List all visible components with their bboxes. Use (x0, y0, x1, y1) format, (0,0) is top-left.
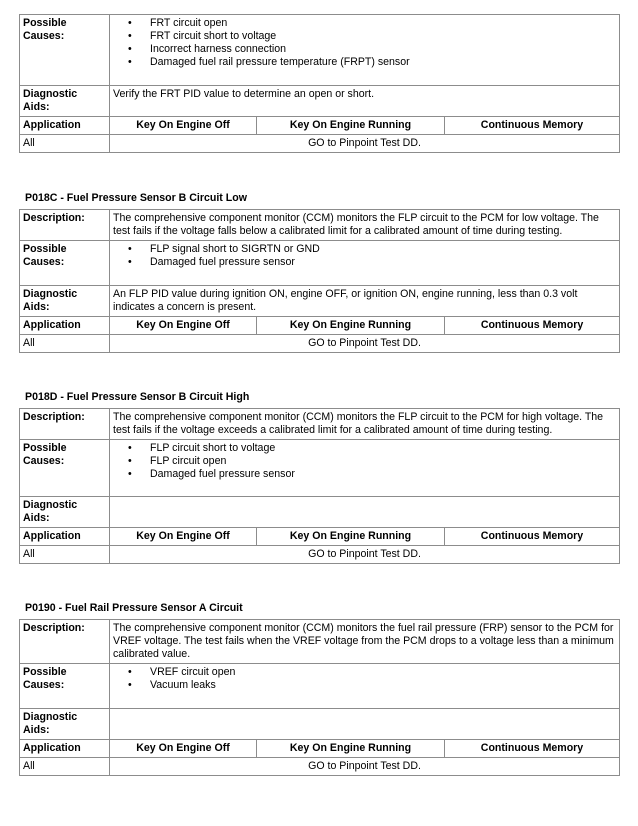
description-text: The comprehensive component monitor (CCM) monitors the FLP circuit to the PCM for high voltage. The test fails if the voltage exceeds a calibrated limit for a calibrated amount of time during testing. (110, 409, 620, 440)
continuous-memory-header: Continuous Memory (445, 317, 620, 335)
koer-header: Key On Engine Running (257, 528, 445, 546)
possible-causes-cell (110, 241, 620, 286)
pinpoint-test-text: GO to Pinpoint Test DD. (110, 546, 620, 564)
application-header: Application (20, 117, 110, 135)
cause-item: • VREF circuit open (128, 666, 616, 679)
koeo-header: Key On Engine Off (110, 317, 257, 335)
p0190-dtc-table (19, 619, 620, 776)
koeo-header: Key On Engine Off (110, 528, 257, 546)
description-label: Description: (20, 409, 110, 440)
cause-item: • Damaged fuel pressure sensor (128, 256, 616, 269)
diagnostic-aids-text (110, 709, 620, 740)
pinpoint-test-text: GO to Pinpoint Test DD. (110, 135, 620, 153)
possible-causes-label: Possible Causes: (20, 241, 110, 286)
cause-item: • Damaged fuel rail pressure temperature (FRPT) sensor (128, 56, 616, 69)
diagnostic-aids-label: Diagnostic Aids: (20, 709, 110, 740)
cause-item: • Vacuum leaks (128, 679, 616, 692)
possible-causes-label: Possible Causes: (20, 15, 110, 86)
diagnostic-aids-text (110, 497, 620, 528)
application-header: Application (20, 740, 110, 758)
description-label: Description: (20, 210, 110, 241)
koeo-header: Key On Engine Off (110, 117, 257, 135)
possible-causes-cell (110, 440, 620, 497)
p018d-dtc-table (19, 408, 620, 564)
continuous-memory-header: Continuous Memory (445, 117, 620, 135)
p018c-dtc-table (19, 209, 620, 353)
continuous-memory-header: Continuous Memory (445, 528, 620, 546)
application-value: All (20, 135, 110, 153)
application-value: All (20, 335, 110, 353)
causes-list (113, 243, 616, 269)
diagnostic-aids-label: Diagnostic Aids: (20, 497, 110, 528)
diagnostic-aids-label: Diagnostic Aids: (20, 286, 110, 317)
section-title: P0190 - Fuel Rail Pressure Sensor A Circuit (25, 602, 243, 614)
application-value: All (20, 546, 110, 564)
cause-item: • FRT circuit open (128, 17, 616, 30)
description-text: The comprehensive component monitor (CCM) monitors the FLP circuit to the PCM for low voltage. The test fails if the voltage falls below a calibrated limit for a calibrated amount of time during testing. (110, 210, 620, 241)
koer-header: Key On Engine Running (257, 317, 445, 335)
pinpoint-test-text: GO to Pinpoint Test DD. (110, 335, 620, 353)
description-label: Description: (20, 620, 110, 664)
application-header: Application (20, 317, 110, 335)
diagnostic-aids-label: Diagnostic Aids: (20, 86, 110, 117)
possible-causes-cell (110, 15, 620, 86)
causes-list (113, 17, 616, 69)
continuous-memory-header: Continuous Memory (445, 740, 620, 758)
koer-header: Key On Engine Running (257, 740, 445, 758)
cause-item: • Damaged fuel pressure sensor (128, 468, 616, 481)
causes-list (113, 442, 616, 481)
section-title: P018C - Fuel Pressure Sensor B Circuit Low (25, 192, 247, 204)
cause-item: • FLP signal short to SIGRTN or GND (128, 243, 616, 256)
cause-item: • FLP circuit short to voltage (128, 442, 616, 455)
diagnostic-aids-text: An FLP PID value during ignition ON, engine OFF, or ignition ON, engine running, less than 0.3 volt indicates a concern is present. (110, 286, 620, 317)
possible-causes-label: Possible Causes: (20, 440, 110, 497)
application-header: Application (20, 528, 110, 546)
causes-list (113, 666, 616, 692)
cause-item: • FLP circuit open (128, 455, 616, 468)
diagnostic-aids-text: Verify the FRT PID value to determine an open or short. (110, 86, 620, 117)
cause-item: • Incorrect harness connection (128, 43, 616, 56)
application-value: All (20, 758, 110, 776)
frt-dtc-table (19, 14, 620, 153)
description-text: The comprehensive component monitor (CCM) monitors the fuel rail pressure (FRP) sensor to the PCM for VREF voltage. The test fails when the VREF voltage from the PCM drops to a voltage less than a minimum calibrated value. (110, 620, 620, 664)
koeo-header: Key On Engine Off (110, 740, 257, 758)
section-title: P018D - Fuel Pressure Sensor B Circuit High (25, 391, 250, 403)
pinpoint-test-text: GO to Pinpoint Test DD. (110, 758, 620, 776)
koer-header: Key On Engine Running (257, 117, 445, 135)
possible-causes-label: Possible Causes: (20, 664, 110, 709)
possible-causes-cell (110, 664, 620, 709)
cause-item: • FRT circuit short to voltage (128, 30, 616, 43)
